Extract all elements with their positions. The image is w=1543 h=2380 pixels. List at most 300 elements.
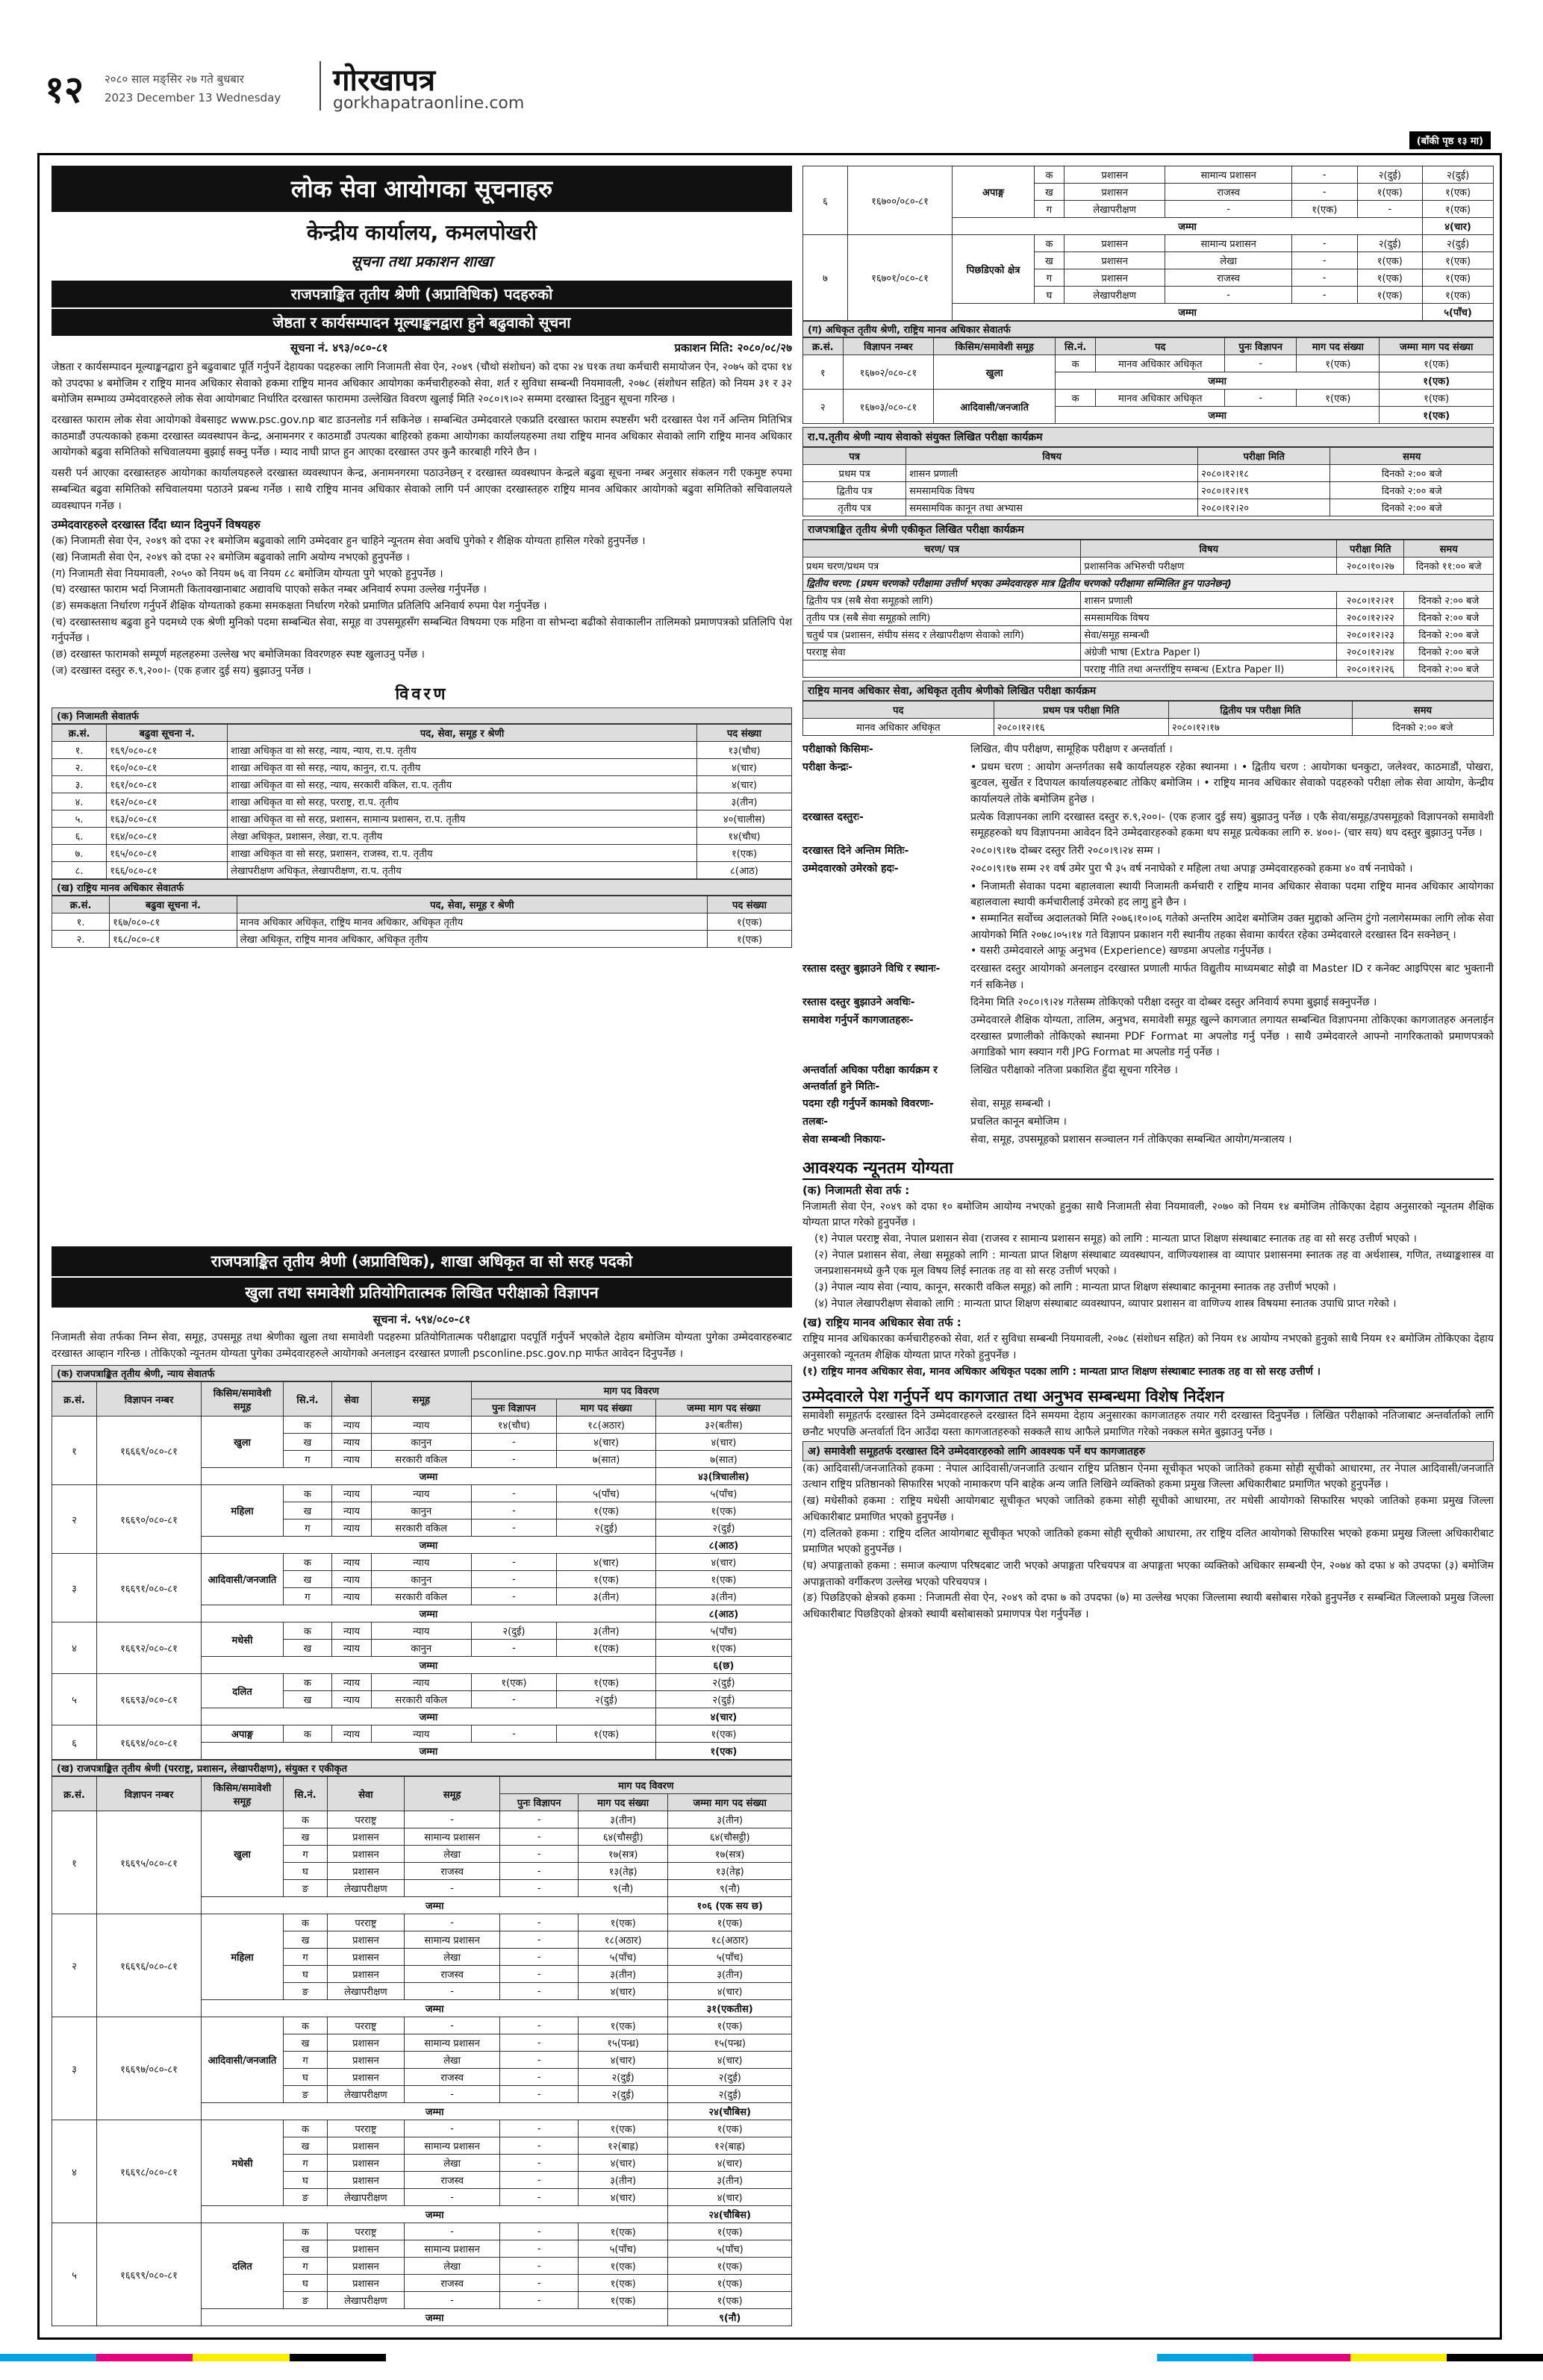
table-cell: शासन प्रणाली — [906, 465, 1198, 482]
exam2-title: राजपत्राङ्कित तृतीय श्रेणी एकीकृत लिखित परीक्षा कार्यक्रम — [802, 519, 1494, 540]
total-label: जम्मा — [202, 1537, 656, 1554]
detail-label: परीक्षा केन्द्रः- — [802, 760, 852, 773]
table-cell: परराष्ट्र — [328, 1914, 405, 1931]
table-cell: न्याय — [372, 1485, 472, 1502]
total-label: जम्मा — [202, 1897, 668, 1914]
table-cell: १(एक) — [578, 2223, 668, 2240]
detail-row — [802, 760, 1494, 808]
table-cell: परराष्ट्र — [328, 2223, 405, 2240]
ad-number-cell: १६७०२/०८०-८१ — [843, 355, 934, 390]
table-header — [52, 1382, 792, 1399]
column-header: सि.नं. — [284, 1777, 328, 1811]
column-header: पुनः विज्ञापन — [471, 1399, 557, 1417]
requirement-item: (घ) दरखास्त फाराम भर्दा निजामती कितावखानाबाट अद्यावधि पाएको सकेत नम्बर अनिवार्य रुपमा उल्लेख गर्नुपर्नेछ । — [52, 584, 487, 596]
detail-row — [802, 861, 1494, 878]
table-cell: क — [284, 1485, 332, 1502]
column-header: पद — [803, 702, 994, 719]
notice2-tableB-title: (ख) राजपत्राङ्कित तृतीय श्रेणी (परराष्ट्र, प्रशासन, लेखापरीक्षण), संयुक्त र एकीकृत — [52, 1760, 792, 1776]
serial-cell: ७ — [803, 235, 848, 321]
table-cell: क — [1035, 166, 1064, 184]
table-cell: - — [500, 2292, 578, 2309]
total-value: ४(चार) — [655, 1708, 791, 1725]
notice2-number: सूचना नं. ५९४/०८०-८१ — [372, 1313, 471, 1326]
table-cell: २०८०।१२।२० — [1198, 499, 1330, 516]
table-cell: न्याय — [331, 1434, 371, 1451]
notice1-meta — [52, 340, 792, 355]
table-cell: द्वितीय पत्र (सबै सेवा समूहको लागि) — [803, 592, 1081, 609]
table-cell: ४(चार) — [578, 1983, 668, 2000]
table-cell: २(दुई) — [557, 1691, 656, 1708]
document-item: (क) आदिवासी/जनजातिको हकमा : नेपाल आदिवासी/जनजाति उत्थान राष्ट्रिय प्रतिष्ठान ऐनमा सूचीकृत भएको जातिको हकमा सोही सूचीको आधारमा, तर नेपाल आदिवासी/जनजाति उत्थान राष्ट्रिय प्रतिष्ठानको सिफारिस भएको नामाकरण पनि बाहेक अन्य जाति लिखिने व्यक्तिको हकमा प्रमुख जिल्ला अधिकारीबाट प्रमाणित भएको हुनुपर्नेछ । — [802, 1462, 1494, 1491]
table-cell: राजस्व — [404, 1966, 500, 1983]
requirements-list — [52, 534, 792, 679]
document-item: (ङ) पिछडिएको क्षेत्रको हकमा : निजामती सेवा ऐन, २०४९ को दफा ७ को उपदफा (७) मा उल्लेख भएका जिल्लामा स्थायी बसोबास गरेको हुनुपर्नेछ र सम्बन्धित जिल्लाको प्रमुख जिल्ला अधिकारीबाट पिछडिएको क्षेत्रको स्थायी बसोबासको प्रमाणपत्र पेश गर्नुपर्नेछ । — [802, 1592, 1494, 1620]
table-cell: प्रथम चरण/प्रथम पत्र — [803, 557, 1081, 575]
table-cell: प्रशासन — [328, 2069, 405, 2086]
table-cell: ४(चार) — [668, 1983, 792, 2000]
table-cell: प्रशासन — [328, 1863, 405, 1880]
table-row — [803, 660, 1494, 678]
column-header: सेवा — [328, 1777, 405, 1811]
table-cell: लेखा — [404, 2258, 500, 2275]
column-header: विज्ञापन नम्बर — [843, 338, 934, 355]
serial-cell: २ — [803, 390, 844, 424]
table-cell: ४(चार) — [557, 1434, 656, 1451]
table-cell: प्रशासन — [328, 2052, 405, 2069]
table-cell: प्रशासन — [328, 2034, 405, 2052]
notice1-para3: यसरी पर्न आएका दरखास्तहरु आयोगका कार्यालयहरुले दरखास्त व्यवस्थापन केन्द्र, अनामनगरमा पठाउनेछन् र दरखास्त व्यवस्थापन केन्द्रले बढुवा सूचना नम्बर अनुसार संकलन गरी एकमुष्ट रुपमा सम्बन्धित बढुवा समितिको सचिवालयमा पठाउने प्रबन्ध गर्नेछ । साथै राष्ट्रिय मानव अधिकार सेवाको लागि पर्न आएका दरखास्तहरु राष्ट्रिय मानव अधिकार आयोगको बढुवा समितिको सचिवालयले व्यवस्थापन गर्नेछ । — [52, 467, 792, 512]
header-divider — [319, 61, 321, 110]
table-cell: तृतीय पत्र — [803, 499, 906, 516]
table-cell: - — [471, 1554, 557, 1571]
table-cell: १(एक) — [578, 2258, 668, 2275]
table-cell: - — [404, 2120, 500, 2137]
table-cell: १(एक) — [578, 1914, 668, 1931]
table-cell: प्रशासन — [328, 2172, 405, 2189]
table-cell: - — [471, 1451, 557, 1468]
table-cell: - — [500, 1846, 578, 1863]
column-header: क्र.सं. — [52, 1777, 97, 1811]
total-value: ८(आठ) — [655, 1537, 791, 1554]
detail-row — [802, 1114, 1494, 1131]
notice2-tableA-title: (क) राजपत्राङ्कित तृतीय श्रेणी, न्याय सेवातर्फ — [52, 1365, 792, 1381]
table-cell: ग — [284, 1949, 328, 1966]
table-cell: क — [284, 1914, 328, 1931]
detail-row — [802, 1132, 1494, 1149]
table-cell: ख — [284, 1640, 332, 1657]
notice1-para1: जेष्ठता र कार्यसम्पादन मूल्याङ्कनद्वारा हुने बढुवाबाट पूर्ति गर्नुपर्ने देहायका पदहरुका लागि निजामती सेवा ऐन, २०४९ (चौथो संशोधन) को दफा २४ घ१क तथा कर्मचारी समायोजन ऐन, २०७५ को दफा १४ को उपदफा ४ बमोजिम र राष्ट्रिय मानव अधिकार सेवाको हकमा राष्ट्रिय मानव अधिकार आयोगका कर्मचारीहरुको सेवा, शर्त र सुविधा सम्बन्धी नियमावली, २०७८ (संशोधन सहित) को नियम ३१ र ३२ बमोजिम सम्भाव्य उम्मेदवारहरुले लोक सेवा आयोगबाट निर्धारित दरखास्त फाराममा उल्लेखित विवरण खुलाई मिति २०८०।९।०२ सम्ममा दरखास्त दिनुहुन सूचना गरिन्छ । — [52, 361, 793, 406]
total-label: जम्मा — [202, 1657, 656, 1674]
tableB-title: (ख) राष्ट्रिय मानव अधिकार सेवातर्फ — [52, 879, 792, 896]
table-cell: ३(तीन) — [578, 1966, 668, 1983]
table-row — [803, 235, 1494, 252]
table-cell: २(दुई) — [1423, 235, 1494, 252]
requirement-item: (ङ) समकक्षता निर्धारण गर्नुपर्ने शैक्षिक योग्यताको हकमा समकक्षता निर्धारण गरेको प्रमाणित प्रतिलिपि अनिवार्य रुपमा पेश गर्नुपर्नेछ । — [52, 599, 547, 612]
table-cell: ख — [284, 2034, 328, 2052]
print-registration-bar — [0, 2354, 1543, 2361]
table-cell: ३(तीन) — [578, 2172, 668, 2189]
column-header: पत्र — [803, 448, 906, 465]
table-cell: - — [500, 2155, 578, 2172]
column-header: क्र.सं. — [803, 338, 844, 355]
table-row — [52, 913, 792, 931]
table-row — [803, 499, 1494, 516]
page-header — [0, 0, 1543, 142]
table-row — [803, 626, 1494, 643]
table-cell: २०८०।१२।२३ — [1337, 626, 1404, 643]
table-cell: - — [1291, 287, 1357, 304]
group-type-cell: मधेसी — [202, 2120, 284, 2206]
total-label: जम्मा — [953, 304, 1423, 321]
table-cell: १(एक) — [557, 1640, 656, 1657]
column-header: विषय — [906, 448, 1198, 465]
total-label: जम्मा — [953, 218, 1423, 235]
table-cell: १५(पन्ध्र) — [668, 2034, 792, 2052]
table-cell: प्रशासन — [328, 1828, 405, 1846]
column-header: परीक्षा मिति — [1337, 540, 1404, 557]
serial-cell: ३ — [52, 1554, 97, 1622]
table-cell: द्वितीय पत्र — [803, 482, 906, 499]
table-cell: प्रशासन — [328, 1931, 405, 1949]
table-cell: १(एक) — [1297, 355, 1380, 372]
column-header: किसिम/समावेशी समूह — [934, 338, 1056, 355]
detail-value: प्रचलित कानून बमोजिम । — [970, 1116, 1067, 1128]
table-cell: न्याय — [372, 1554, 472, 1571]
table-cell: लेखापरीक्षण — [1064, 201, 1165, 218]
table-cell: १(एक) — [1423, 252, 1494, 269]
table-row — [52, 759, 792, 776]
group-type-cell: दलित — [202, 1674, 284, 1708]
table-cell: ७. — [52, 845, 107, 862]
vivaran-heading: विवरण — [395, 685, 449, 705]
notice2-body — [52, 1330, 792, 2326]
exam3-title: राष्ट्रिय मानव अधिकार सेवा, अधिकृत तृतीय श्रेणीको लिखित परीक्षा कार्यक्रम — [802, 681, 1494, 701]
column-header: पद, सेवा, समूह र श्रेणी — [228, 725, 697, 742]
table-cell: १(एक) — [1380, 355, 1494, 372]
column-header: चरण/ पत्र — [803, 540, 1081, 557]
table-row — [52, 1622, 792, 1640]
table-cell: लेखा — [404, 1949, 500, 1966]
qualification-item: (१) नेपाल परराष्ट्र सेवा, नेपाल प्रशासन सेवा (राजस्व र सामान्य प्रशासन समूह) को लागि : मान्यता प्राप्त शिक्षण संस्थाबाट स्नातक तह वा सो सरह उत्तीर्ण भएको । — [814, 1232, 1417, 1245]
table-cell: क — [284, 1622, 332, 1640]
table-cell: - — [1291, 184, 1357, 201]
table-cell: राजस्व — [404, 1863, 500, 1880]
table-cell: दिनको २:०० बजे — [1404, 643, 1494, 660]
group-type-cell: मधेसी — [202, 1622, 284, 1657]
table-cell: क — [284, 1674, 332, 1691]
documents-text: समावेशी समूहतर्फ दरखास्त दिने उम्मेदवारहरुले दरखास्त दिने समयमा देहाय अनुसारका कागजातहरु तयार गरी दरखास्त दिनुपर्नेछ । लिखित परीक्षाको नतिजाबाट अन्तर्वार्ताको लागि छनौट भएपछि अन्तर्वार्ता दिन आउँदा यस्ता कागजातहरुको सक्कलै साथ आफैले प्रमाणित गरेको नक्कल समेत बुझाउनु पर्नेछ । — [802, 1410, 1494, 1439]
table-cell: परराष्ट्र नीति तथा अन्तर्राष्ट्रिय सम्बन्ध (Extra Paper II) — [1081, 660, 1337, 678]
total-value: १(एक) — [1380, 372, 1494, 390]
table-cell: परराष्ट्र — [328, 1811, 405, 1828]
detail-row — [802, 843, 1494, 860]
table-cell: लेखा — [404, 2155, 500, 2172]
table-cell: १(एक) — [668, 1914, 792, 1931]
table-row — [52, 828, 792, 845]
table-header — [803, 540, 1494, 557]
table-cell: ५(पाँच) — [668, 1949, 792, 1966]
table-cell: २०८०।१२।२६ — [1337, 660, 1404, 678]
table-row — [52, 1811, 792, 1828]
table-cell: ४(चार) — [668, 2189, 792, 2206]
table-cell: १(एक) — [668, 2017, 792, 2034]
table-cell: लेखापरीक्षण — [328, 2292, 405, 2309]
table-row — [52, 776, 792, 793]
documents-list — [802, 1461, 1494, 1623]
ad-number-cell: १६७०१/०८०-८१ — [848, 235, 953, 321]
group-type-cell: खुला — [202, 1811, 284, 1897]
table-cell: ४०(चालीस) — [696, 810, 791, 828]
table-cell: सामान्य प्रशासन — [404, 1931, 500, 1949]
table-cell: १६६/०८०-८१ — [107, 862, 228, 879]
column-header: पुनः विज्ञापन — [500, 1794, 578, 1811]
qualification-item: (४) नेपाल लेखापरीक्षण सेवाको लागि : मान्यता प्राप्त शिक्षण संस्थाबाट व्यवस्थापन, व्यापार प्रशासन वा वाणिज्य शास्त्र विषयमा स्नातक उपाधि प्राप्त गरेको । — [814, 1297, 1397, 1310]
table-cell: शाखा अधिकृत वा सो सरह, न्याय, कानुन, रा.प. तृतीय — [228, 759, 697, 776]
table-cell: २(दुई) — [655, 1691, 791, 1708]
table-cell: - — [500, 2223, 578, 2240]
detail-row — [802, 810, 1494, 842]
table-cell: १(एक) — [557, 1571, 656, 1588]
notice1-head1: राजपत्राङ्कित तृतीय श्रेणी (अप्राविधिक) पदहरुको — [52, 281, 792, 307]
table-cell: १७(सत्र) — [668, 1846, 792, 1863]
table-cell: - — [1291, 269, 1357, 287]
table-cell: ६. — [52, 828, 107, 845]
table-cell: - — [404, 2223, 500, 2240]
ad-number-cell: १६६९२/०८०-८१ — [97, 1622, 202, 1674]
table-cell: ग — [284, 1451, 332, 1468]
table-cell: परराष्ट्र सेवा — [803, 643, 1081, 660]
table-cell: प्रशासन — [1064, 252, 1165, 269]
column-header: पुनः विज्ञापन — [1225, 338, 1297, 355]
min-qual-nhrc-text: राष्ट्रिय मानव अधिकारका कर्मचारीहरुको सेवा, शर्त र सुविधा सम्बन्धी नियमावली, २०७८ (संशोधन सहित) को नियम १४ आयोग्य नभएको हुनुको साथै नियम १२ बमोजिम तोकिएका देहाय अनुसारको न्यूनतम शैक्षिक योग्यता प्राप्त गरेको हुनुपर्नेछ । — [802, 1333, 1494, 1361]
table-row — [803, 166, 1494, 184]
table-cell: - — [500, 1880, 578, 1897]
table-header — [803, 338, 1494, 355]
table-cell: प्रशासन — [328, 1966, 405, 1983]
table-cell: शाखा अधिकृत वा सो सरह, परराष्ट्र, रा.प. तृतीय — [228, 793, 697, 810]
table-cell: ख — [1035, 184, 1064, 201]
table-cell: न्याय — [331, 1519, 371, 1537]
table-cell: प्रशासन — [1064, 184, 1165, 201]
group-type-cell: पिछडिएको क्षेत्र — [953, 235, 1035, 304]
table-cell: शासन प्रणाली — [1081, 592, 1337, 609]
column-group-header: माग पद विवरण — [471, 1382, 791, 1399]
table-row — [52, 742, 792, 759]
table-cell: - — [404, 1983, 500, 2000]
total-value: १(एक) — [655, 1743, 791, 1760]
column-header: पद संख्या — [696, 725, 791, 742]
total-value: ४३(त्रिचालीस) — [655, 1468, 791, 1485]
table-cell: १(एक) — [578, 2017, 668, 2034]
table-cell: १६२/०८०-८१ — [107, 793, 228, 810]
total-label: जम्मा — [202, 1468, 656, 1485]
table-cell: - — [404, 1811, 500, 1828]
detail-label: दरखास्त दस्तुरः- — [802, 810, 864, 823]
table-cell: ५(पाँच) — [655, 1622, 791, 1640]
date-nepali: २०८० साल मङ्सिर २७ गते बुधबार — [105, 72, 244, 86]
table-cell: ख — [284, 2240, 328, 2258]
table-cell: न्याय — [331, 1640, 371, 1657]
table-cell: १८(अठार) — [668, 1931, 792, 1949]
table-cell: दिनको २:०० बजे — [1352, 719, 1493, 736]
table-cell: शाखा अधिकृत वा सो सरह, न्याय, सरकारी वकिल, रा.प. तृतीय — [228, 776, 697, 793]
table-cell: सामान्य प्रशासन — [404, 2034, 500, 2052]
table-cell: २(दुई) — [1357, 166, 1423, 184]
table-cell: क — [1055, 390, 1095, 407]
serial-cell: ६ — [52, 1725, 97, 1760]
table-cell: १(एक) — [655, 1502, 791, 1519]
table-cell: ग — [284, 1846, 328, 1863]
column-header: पद संख्या — [708, 896, 792, 913]
table-cell: - — [1165, 201, 1292, 218]
table-cell: २०८०।१२।१६ — [994, 719, 1168, 736]
column-header: माग पद संख्या — [557, 1399, 656, 1417]
table-cell: ४(चार) — [668, 2052, 792, 2069]
column-header: समय — [1330, 448, 1494, 465]
exam-schedule-justice — [802, 447, 1494, 516]
ad-number-cell: १६६९९/०८०-८१ — [97, 2223, 202, 2326]
table-cell: २०८०।१२।२१ — [1337, 592, 1404, 609]
table-cell: लेखा — [404, 1846, 500, 1863]
table-header — [52, 1777, 792, 1794]
total-label: जम्मा — [202, 2103, 668, 2120]
table-cell: २(दुई) — [668, 2069, 792, 2086]
table-cell: - — [1357, 201, 1423, 218]
total-label: जम्मा — [202, 2000, 668, 2017]
table-cell: - — [1225, 390, 1297, 407]
table-row — [52, 931, 792, 948]
table-cell: ५. — [52, 810, 107, 828]
min-qual-civil-text: निजामती सेवा ऐन, २०४९ को दफा १० बमोजिम आयोग्य नभएको हुनुका साथै निजामती सेवा नियमावली, २०७० को नियम १४ बमोजिम तोकिएका देहाय अनुसारको न्यूनतम शैक्षिक योग्यता प्राप्त गरेको हुनुपर्नेछ । — [802, 1200, 1494, 1229]
column-header: बढुवा सूचना नं. — [107, 725, 228, 742]
detail-label: सेवा सम्बन्धी निकायः- — [802, 1133, 886, 1146]
table-cell: न्याय — [331, 1417, 371, 1434]
notice1-date: प्रकाशन मिति: २०८०/०८/२७ — [674, 341, 792, 354]
detail-value: लिखित, वीप परीक्षण, सामूहिक परीक्षण र अन्तर्वार्ता । — [970, 743, 1173, 755]
table-cell: ङ — [284, 2292, 328, 2309]
table-cell: - — [471, 1691, 557, 1708]
table-cell: सरकारी वकिल — [372, 1588, 472, 1605]
table-cell: ४(चार) — [696, 776, 791, 793]
table-cell: १(एक) — [708, 931, 792, 948]
table-cell: १६७/०८०-८१ — [110, 913, 237, 931]
table-cell: कानुन — [372, 1502, 472, 1519]
table-row — [52, 2223, 792, 2240]
table-cell: न्याय — [331, 1725, 371, 1743]
detail-value: उम्मेदवारले शैक्षिक योग्यता, तालिम, अनुभव, समावेशी समूह खुल्ने कागजात लगायत सम्बन्धित विज्ञापनमा तोकिएका कागजातहरु अनलाईन दरखास्त प्रणालीको तोकिएको स्थानमा PDF Format मा अपलोड गर्नु पर्नेछ । साथै उम्मेदवारले आफ्नो नागरिकताको प्रमाणपत्रको अगाडिको भाग स्क्यान गरी JPG Format मा अपलोड गर्नु पर्नेछ । — [970, 1014, 1494, 1059]
table-cell: समसामयिक कानून तथा अभ्यास — [906, 499, 1198, 516]
table-cell: १६८/०८०-८१ — [110, 931, 237, 948]
table-cell: प्रशासन — [328, 2275, 405, 2292]
table-cell: न्याय — [331, 1691, 371, 1708]
table-cell: ख — [284, 2137, 328, 2155]
table-cell: क — [1055, 355, 1095, 372]
column-header: सि.नं. — [1055, 338, 1095, 355]
total-value: ९(नौ) — [668, 2309, 792, 2326]
requirement-item: (ग) निजामती सेवा नियमावली, २०५० को नियम ७६ वा नियम ८८ बमोजिम योग्यता पुगे भएको हुनुपर्नेछ । — [52, 567, 443, 580]
table-cell: - — [1291, 252, 1357, 269]
table-cell: राजस्व — [1165, 269, 1292, 287]
table-cell: - — [404, 1914, 500, 1931]
group-type-cell: आदिवासी/जनजाति — [934, 390, 1056, 424]
table-cell: १६९/०८०-८१ — [107, 742, 228, 759]
serial-cell: १ — [52, 1417, 97, 1485]
group-type-cell: खुला — [934, 355, 1056, 390]
table-cell: १८(अठार) — [578, 1931, 668, 1949]
table-row — [52, 793, 792, 810]
table-cell: न्याय — [372, 1674, 472, 1691]
table-cell: - — [500, 2172, 578, 2189]
exam-schedule-nhrc — [802, 701, 1494, 736]
column-header: जम्मा माग पद संख्या — [1380, 338, 1494, 355]
serial-cell: २ — [52, 1914, 97, 2017]
table-cell: ३(तीन) — [557, 1622, 656, 1640]
table-cell: ङ — [284, 2086, 328, 2103]
table-cell: - — [500, 1966, 578, 1983]
detail-row — [802, 1096, 1494, 1113]
group-type-cell: आदिवासी/जनजाति — [202, 1554, 284, 1605]
table-cell: मानव अधिकार अधिकृत — [1096, 355, 1225, 372]
table-cell: कानुन — [372, 1434, 472, 1451]
table-cell: १(एक) — [557, 1725, 656, 1743]
table-cell: क — [284, 1554, 332, 1571]
table-cell: २(दुई) — [1357, 235, 1423, 252]
table-row — [52, 1914, 792, 1931]
group-type-cell: आदिवासी/जनजाति — [202, 2017, 284, 2103]
ad-number-cell: १६६९०/०८०-८१ — [97, 1485, 202, 1554]
total-value: २४(चौबिस) — [668, 2103, 792, 2120]
requirement-item: (च) दरखास्तसाथ बढुवा हुने पदमध्ये एक श्रेणी मुनिको पदमा सम्बन्धित सेवा, समूह वा उपसमूहसँग सम्बन्धित विषयमा एक महिना वा सोभन्दा बढीको सेवाकालीन तालिमको प्रमाणपत्रको प्रतिलिपि पेश गर्नुपर्नेछ । — [52, 616, 792, 645]
table-cell: कानुन — [372, 1640, 472, 1657]
table-cell: ३. — [52, 776, 107, 793]
table-cell: सामान्य प्रशासन — [404, 2240, 500, 2258]
table-cell: १(एक) — [1357, 252, 1423, 269]
table-cell: ९(नौ) — [578, 1880, 668, 1897]
table-cell: १६५/०८०-८१ — [107, 845, 228, 862]
table-cell: १७(सत्र) — [578, 1846, 668, 1863]
black-swatch — [290, 2354, 386, 2361]
table-cell: १(एक) — [668, 2292, 792, 2309]
table-cell: अंग्रेजी भाषा (Extra Paper I) — [1081, 643, 1337, 660]
ad-number-cell: १६६९८/०८०-८१ — [97, 2120, 202, 2223]
total-label: जम्मा — [202, 1605, 656, 1622]
table-cell: १६४/०८०-८१ — [107, 828, 228, 845]
table-cell: ग — [1035, 201, 1064, 218]
total-value: १(एक) — [1380, 407, 1494, 424]
table-cell: - — [471, 1485, 557, 1502]
exam-details — [802, 742, 1494, 878]
table-cell: मानव अधिकार अधिकृत, राष्ट्रिय मानव अधिकार, अधिकृत तृतीय — [237, 913, 707, 931]
table-cell: - — [404, 2017, 500, 2034]
table-cell: ३(तीन) — [668, 1811, 792, 1828]
detail-row — [802, 742, 1494, 758]
table-cell: न्याय — [372, 1417, 472, 1434]
table-cell: प्रशासन — [328, 1846, 405, 1863]
table-row — [803, 390, 1494, 407]
table-cell: परराष्ट्र — [328, 2017, 405, 2034]
table-cell: लेखापरीक्षण — [1064, 287, 1165, 304]
table-cell: ७(सात) — [655, 1451, 791, 1468]
table-cell: क — [1035, 235, 1064, 252]
table-cell: दिनको २:०० बजे — [1330, 482, 1494, 499]
requirement-item: (छ) दरखास्त फारामको सम्पूर्ण महलहरुमा उल्लेख भए बमोजिमका विवरणहरु स्पष्ट खुलाउनु पर्नेछ । — [52, 649, 425, 660]
min-qual-nhrc-heading: (ख) राष्ट्रिय मानव अधिकार सेवा तर्फ : — [802, 1316, 961, 1330]
table-cell: - — [404, 2292, 500, 2309]
table-cell: ग — [1035, 269, 1064, 287]
table-cell: चतुर्थ पत्र (प्रशासन, संघीय संसद र लेखापरीक्षण सेवाको लागि) — [803, 626, 1081, 643]
table-cell: परराष्ट्र — [328, 2120, 405, 2137]
website[interactable]: gorkhapatraonline.com — [333, 94, 525, 113]
